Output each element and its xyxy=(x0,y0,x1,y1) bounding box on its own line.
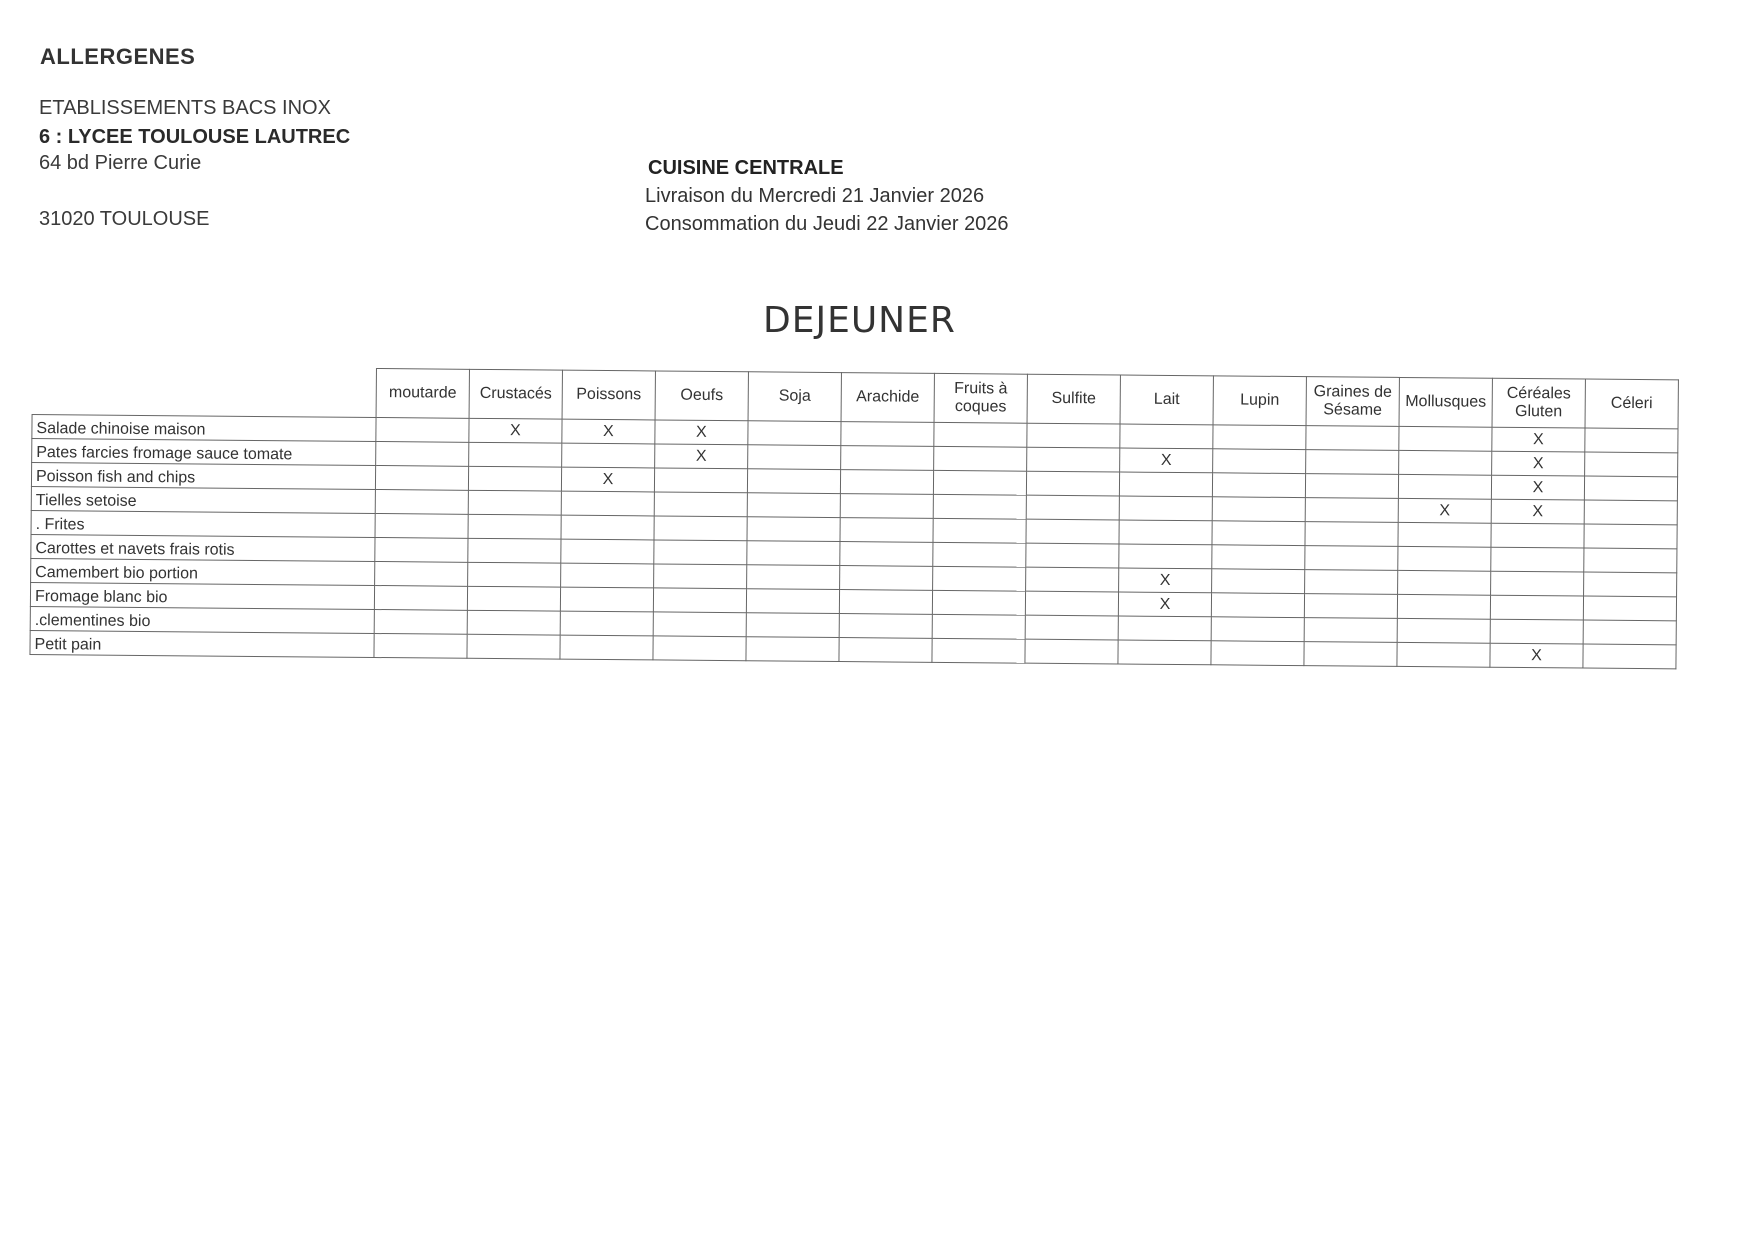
allergen-cell xyxy=(747,541,840,566)
allergen-cell xyxy=(1026,471,1119,496)
allergen-cell: X xyxy=(1120,448,1213,473)
allergen-cell xyxy=(468,538,561,563)
allergen-cell xyxy=(1490,619,1583,644)
allergen-cell xyxy=(1026,543,1119,568)
allergen-cell xyxy=(1026,567,1119,592)
city-address: 31020 TOULOUSE xyxy=(39,208,210,230)
allergen-cell xyxy=(933,566,1026,591)
allergen-cell xyxy=(747,493,840,518)
allergen-cell xyxy=(1025,591,1118,616)
table-body xyxy=(30,415,1678,669)
allergen-table-wrap xyxy=(29,365,1678,669)
allergen-cell xyxy=(839,614,932,639)
allergen-cell xyxy=(1305,546,1398,571)
allergen-cell xyxy=(840,542,933,567)
allergen-cell xyxy=(840,470,933,495)
column-header: Soja xyxy=(748,372,841,422)
allergen-cell xyxy=(1397,642,1490,667)
allergen-cell xyxy=(375,561,468,586)
allergen-cell xyxy=(374,585,467,610)
allergen-cell xyxy=(1118,640,1211,665)
column-header: Céleri xyxy=(1585,379,1678,429)
kitchen-name: CUISINE CENTRALE xyxy=(648,157,844,179)
allergen-cell: X xyxy=(1492,451,1585,476)
column-header: Poissons xyxy=(562,370,655,420)
allergen-cell xyxy=(561,515,654,540)
allergen-cell xyxy=(1213,425,1306,450)
allergen-cell xyxy=(747,469,840,494)
allergen-cell xyxy=(1213,449,1306,474)
allergen-cell xyxy=(1584,500,1677,525)
allergen-cell xyxy=(560,587,653,612)
allergen-cell xyxy=(1397,594,1490,619)
allergen-cell xyxy=(1027,447,1120,472)
allergen-cell xyxy=(469,442,562,467)
allergen-cell xyxy=(1119,520,1212,545)
allergen-cell xyxy=(1398,474,1491,499)
dish-name: .clementines bio xyxy=(30,606,374,633)
column-header: Lait xyxy=(1120,375,1213,425)
allergen-cell xyxy=(374,633,467,658)
allergen-cell xyxy=(1211,593,1304,618)
allergen-cell xyxy=(747,517,840,542)
allergen-cell xyxy=(653,612,746,637)
allergen-cell xyxy=(1304,594,1397,619)
allergen-cell xyxy=(1305,522,1398,547)
allergen-cell xyxy=(1305,570,1398,595)
allergen-cell xyxy=(1120,424,1213,449)
column-header: Oeufs xyxy=(655,371,748,421)
allergen-cell xyxy=(654,492,747,517)
allergen-cell xyxy=(1118,616,1211,641)
allergen-cell xyxy=(1491,571,1584,596)
allergen-cell xyxy=(839,590,932,615)
dish-name: Poisson fish and chips xyxy=(31,463,375,490)
company-name: ETABLISSEMENTS BACS INOX xyxy=(39,97,331,119)
allergen-cell xyxy=(561,491,654,516)
allergen-cell xyxy=(1584,548,1677,573)
dish-name: Salade chinoise maison xyxy=(32,415,376,442)
table-corner xyxy=(32,366,376,418)
allergen-cell xyxy=(654,516,747,541)
allergen-cell xyxy=(1212,569,1305,594)
allergen-cell xyxy=(1585,452,1678,477)
allergen-cell xyxy=(840,566,933,591)
allergen-cell xyxy=(841,446,934,471)
column-header: Graines de Sésame xyxy=(1306,377,1399,427)
allergen-cell: X xyxy=(1118,592,1211,617)
allergen-cell xyxy=(653,588,746,613)
allergen-cell xyxy=(934,446,1027,471)
allergen-cell xyxy=(1491,547,1584,572)
allergen-cell: X xyxy=(655,444,748,469)
column-header: Lupin xyxy=(1213,376,1306,426)
allergen-cell: X xyxy=(1490,643,1583,668)
allergen-cell: X xyxy=(1491,499,1584,524)
allergen-cell xyxy=(1583,620,1676,645)
allergen-cell xyxy=(1027,423,1120,448)
allergen-cell xyxy=(1583,644,1676,669)
allergen-cell xyxy=(1306,426,1399,451)
allergen-cell: X xyxy=(562,419,655,444)
consumption-date: Consommation du Jeudi 22 Janvier 2026 xyxy=(645,213,1009,235)
dish-name: Carottes et navets frais rotis xyxy=(31,534,375,561)
site-name: 6 : LYCEE TOULOUSE LAUTREC xyxy=(39,126,351,148)
allergen-cell: X xyxy=(469,418,562,443)
dish-name: Camembert bio portion xyxy=(31,558,375,585)
dish-name: . Frites xyxy=(31,510,375,537)
allergen-cell xyxy=(747,565,840,590)
allergen-cell xyxy=(932,614,1025,639)
allergen-cell xyxy=(748,445,841,470)
allergen-cell xyxy=(1119,472,1212,497)
allergen-cell: X xyxy=(1398,498,1491,523)
allergen-cell xyxy=(746,637,839,662)
allergen-cell xyxy=(561,563,654,588)
dish-name: Pates farcies fromage sauce tomate xyxy=(32,439,376,466)
allergen-cell xyxy=(1212,545,1305,570)
allergen-cell xyxy=(1398,522,1491,547)
column-header: Arachide xyxy=(841,373,934,423)
allergen-cell xyxy=(562,443,655,468)
street-address: 64 bd Pierre Curie xyxy=(39,152,202,174)
allergen-cell xyxy=(1399,450,1492,475)
column-header: moutarde xyxy=(376,369,469,419)
allergen-cell: X xyxy=(1119,568,1212,593)
allergen-cell xyxy=(1398,570,1491,595)
allergen-cell xyxy=(932,590,1025,615)
allergen-cell xyxy=(1305,498,1398,523)
allergen-cell xyxy=(467,586,560,611)
allergen-cell xyxy=(933,518,1026,543)
allergen-cell xyxy=(1398,546,1491,571)
allergen-cell xyxy=(560,611,653,636)
allergen-cell xyxy=(468,514,561,539)
allergen-cell xyxy=(933,494,1026,519)
allergen-cell xyxy=(375,514,468,539)
allergen-cell xyxy=(467,634,560,659)
allergen-cell xyxy=(561,539,654,564)
allergen-cell xyxy=(746,613,839,638)
allergen-cell: X xyxy=(561,467,654,492)
allergen-cell xyxy=(1304,642,1397,667)
allergen-cell xyxy=(560,635,653,660)
allergen-cell xyxy=(374,609,467,634)
allergen-cell xyxy=(1119,544,1212,569)
allergen-cell xyxy=(1212,521,1305,546)
allergen-cell xyxy=(375,466,468,491)
allergen-cell xyxy=(467,610,560,635)
allergen-cell xyxy=(468,562,561,587)
allergen-cell xyxy=(932,638,1025,663)
allergen-cell xyxy=(933,542,1026,567)
allergen-cell xyxy=(1584,524,1677,549)
allergen-cell xyxy=(468,466,561,491)
allergen-cell xyxy=(1585,428,1678,453)
allergen-cell xyxy=(375,537,468,562)
allergen-cell xyxy=(1305,474,1398,499)
column-header: Mollusques xyxy=(1399,377,1492,427)
allergen-cell xyxy=(1211,617,1304,642)
allergen-cell xyxy=(840,518,933,543)
document-title: ALLERGENES xyxy=(40,44,196,69)
allergen-cell: X xyxy=(1492,427,1585,452)
allergen-cell xyxy=(1025,639,1118,664)
allergen-cell xyxy=(654,540,747,565)
dish-name: Fromage blanc bio xyxy=(30,582,374,609)
allergen-cell xyxy=(1211,641,1304,666)
allergen-cell xyxy=(1399,426,1492,451)
allergen-cell xyxy=(1306,450,1399,475)
allergen-cell xyxy=(1025,615,1118,640)
allergen-cell xyxy=(933,470,1026,495)
column-header: Crustacés xyxy=(469,369,562,419)
allergen-cell xyxy=(841,422,934,447)
allergen-cell xyxy=(653,636,746,661)
allergen-cell xyxy=(1490,595,1583,620)
allergen-cell: X xyxy=(1491,475,1584,500)
allergen-cell xyxy=(376,418,469,443)
allergen-cell xyxy=(1584,572,1677,597)
kitchen-block xyxy=(645,157,1009,236)
dish-name: Petit pain xyxy=(30,630,374,657)
allergen-cell xyxy=(1397,618,1490,643)
allergen-cell xyxy=(1119,496,1212,521)
allergen-cell xyxy=(1304,618,1397,643)
column-header: Céréales Gluten xyxy=(1492,378,1585,428)
allergen-cell xyxy=(746,589,839,614)
column-header: Sulfite xyxy=(1027,374,1120,424)
allergen-cell xyxy=(748,421,841,446)
allergen-cell xyxy=(1491,523,1584,548)
allergen-cell xyxy=(1212,497,1305,522)
allergen-table xyxy=(29,365,1678,669)
allergen-cell xyxy=(654,468,747,493)
allergen-cell xyxy=(376,442,469,467)
allergen-cell xyxy=(839,638,932,663)
allergen-cell xyxy=(1026,495,1119,520)
allergen-cell xyxy=(1583,596,1676,621)
allergen-cell xyxy=(1212,473,1305,498)
delivery-date: Livraison du Mercredi 21 Janvier 2026 xyxy=(645,185,985,207)
dish-name: Tielles setoise xyxy=(31,486,375,513)
allergen-cell xyxy=(654,564,747,589)
allergen-cell xyxy=(1584,476,1677,501)
column-header: Fruits à coques xyxy=(934,373,1027,423)
allergen-cell xyxy=(840,494,933,519)
allergen-cell xyxy=(375,490,468,515)
meal-title: DEJEUNER xyxy=(763,300,956,341)
allergen-cell xyxy=(934,422,1027,447)
allergen-cell xyxy=(468,490,561,515)
allergen-cell: X xyxy=(655,420,748,445)
allergen-cell xyxy=(1026,519,1119,544)
